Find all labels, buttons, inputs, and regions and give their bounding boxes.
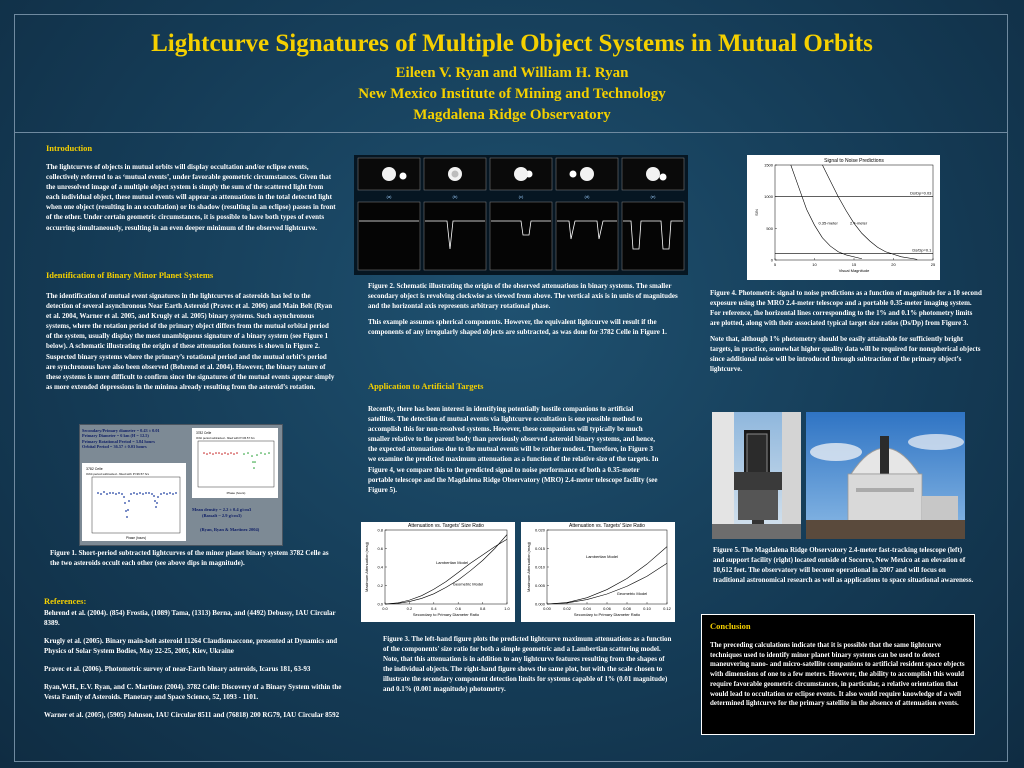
figure1-caption: Figure 1. Short-period subtracted lightcurves of the minor planet binary system 3782 Celle as the two asteroids occult each other (see above dips in magnitude). — [50, 549, 329, 567]
y-tick-label: 1000 — [764, 194, 773, 200]
reference-item: Ryan,W.H., E.V. Ryan, and C. Martinez (2004). 3782 Celle: Discovery of a Binary System within the Vesta Family of Asteroids. Planetary and Space Science, 52, 1093 - 1101. — [44, 683, 342, 701]
identification-heading: Identification of Binary Minor Planet Systems — [46, 270, 214, 280]
references-heading: References: — [44, 596, 87, 606]
figure3-caption: Figure 3. The left-hand figure plots the predicted lightcurve maximum attenuations as a function of the components' size ratio for both a simple geometric and a Lambertian scattering model. Note, that this attenuation is in addition to any lightcurve features resulting from the shapes of the individual objects. The right-hand figure shows the same plot, but with the scale chosen to illustrate the secondary component detection limits for systems capable of 1% (0.01 magnitude) and 0.1% (0.001 magnitude) photometry. — [383, 635, 672, 693]
series-line — [385, 535, 507, 604]
fig1-right-sub: Orbit period subtracted - fitted with P=36.57 hrs — [196, 436, 255, 440]
x-tick-label: 0.2 — [406, 606, 413, 611]
x-axis-label: Visual Magnitude — [838, 268, 870, 273]
header-divider — [14, 132, 1008, 133]
y-tick-label: 0 — [770, 257, 773, 263]
fig2-panel-label: (e) — [650, 194, 656, 199]
x-tick-label: 1.0 — [504, 606, 510, 611]
affiliation-1: New Mexico Institute of Mining and Technology — [358, 86, 666, 102]
reference-item: Warner et al. (2005), (5905) Johnson, IAU Circular 8511 and (76818) 200 RG79, IAU Circular 8592 — [44, 711, 340, 719]
chart-frame — [385, 530, 507, 604]
x-tick-label: 25 — [930, 262, 936, 267]
x-tick-label: 0.4 — [431, 606, 437, 611]
annotation-ratio-003: Ds/Dp=0.03 — [910, 190, 932, 196]
annotation-24m: 2.4-meter — [850, 220, 868, 226]
y-tick-label: 0.020 — [534, 527, 545, 533]
y-tick-label: 0.4 — [377, 564, 383, 570]
figure3-left-svg — [361, 522, 515, 622]
fig2-curve-panel — [490, 202, 552, 270]
y-axis-label: Maximum Attenuation (mag) — [526, 541, 531, 593]
fig2-primary — [646, 167, 660, 181]
fig2-panel-label: (c) — [518, 194, 524, 199]
fig2-curve-panel — [424, 202, 486, 270]
identification-text: The identification of mutual event signatures in the lightcurves of asteroids has led to the detection of several asynchronous Near Earth Asteroid (Pravec et al. 2006) and Main Belt (Ryan et al. 2004, Warner et al. 2005, and Krugly et al. 2005) binary systems. Such asynchronous systems, where the rotation period of the primary object differs from the mutual orbital period of the system, usually display the most unambiguous signature of a binary system (see Figure 1 below). A schematic illustrating the origin of these attenuation features is shown in Figure 2. Suspected binary systems where the primary’s rotational period and the mutual orbit’s period are synchronous have also been observed (Behrend et al. 2004). However, the binary nature of these systems is more difficult to confirm since the signatures of the mutual events appear simply as more extended depressions in the minima already resulting from the asteroid’s rotation. — [46, 292, 335, 391]
chart-title: Attenuation vs. Targets' Size Ratio — [569, 523, 645, 529]
fig2-primary — [514, 167, 528, 181]
fig1-left-label: 3782 Celle — [86, 467, 103, 471]
x-tick-label: 0.10 — [643, 606, 651, 611]
annotation-035m: 0.35-meter — [818, 220, 838, 226]
reference-item: Pravec et al. (2006). Photometric survey of near-Earth binary asteroids, Icarus 181, 63-93 — [44, 665, 311, 673]
x-tick-label: 0.02 — [563, 606, 571, 611]
x-tick-label: 15 — [851, 262, 857, 267]
figure1-lightcurve-right — [192, 428, 278, 498]
y-axis-label: S/N — [754, 209, 759, 216]
x-tick-label: 0.12 — [663, 606, 671, 611]
annotation-lambertian: Lambertian Model — [585, 553, 619, 559]
fig2-primary — [580, 167, 594, 181]
observatory-photo — [806, 412, 965, 539]
x-axis-label: Secondary to Primary Diameter Ratio — [573, 612, 641, 617]
figure4-caption: Figure 4. Photometric signal to noise predictions as a function of magnitude for a 10 second exposure using the MRO 2.4-meter telescope and a portable 0.35-meter imaging system. For reference, the horizontal lines corresponding to the 1% and 0.1% photometry limits are plotted, along with their associated typical target size ratios (Ds/Dp) from Figure 3. Note that, although 1% photometry should be easily attainable for sufficiently bright targets, in practice, somewhat higher quality data will be required for nonspherical objects since additional noise will be introduced through subtraction of the primary object’s lightcurve. — [710, 289, 982, 373]
affiliation-2: Magdalena Ridge Observatory — [413, 107, 611, 123]
figure5-caption: Figure 5. The Magdalena Ridge Observatory 2.4-meter fast-tracking telescope (left) and support facility (right) located outside of Socorro, New Mexico at an elevation of 10,612 feet. The observatory will become operational in 2007 and will focus on traditional astronomical research as well as applications to space situational awareness. — [713, 546, 974, 584]
x-tick-label: 20 — [891, 262, 896, 267]
figure1-panel — [79, 424, 283, 546]
fig2-primary — [382, 167, 396, 181]
figure3-right-svg — [521, 522, 675, 622]
x-tick-label: 0.00 — [543, 606, 551, 611]
conclusion-heading: Conclusion — [710, 621, 751, 631]
chart-title: Attenuation vs. Targets' Size Ratio — [408, 523, 484, 529]
fig2-secondary — [570, 171, 577, 178]
y-tick-label: 0.0 — [377, 601, 383, 607]
fig1-left-sub: Orbit period subtracted - fitted with P=36.57 hrs — [86, 472, 149, 476]
fig2-secondary — [452, 171, 459, 178]
y-tick-label: 500 — [766, 225, 773, 231]
chart-frame — [547, 530, 667, 604]
series-line — [822, 165, 917, 259]
figure4-chart — [747, 155, 940, 280]
x-tick-label: 10 — [812, 262, 817, 267]
annotation-ratio-01: Ds/Dp=0.1 — [912, 247, 932, 253]
series-line — [791, 165, 862, 259]
y-tick-label: 0.015 — [534, 546, 545, 551]
figure4-svg — [747, 155, 940, 280]
reference-item: Behrend et al. (2004). (854) Frostia, (1089) Tama, (1313) Berna, and (4492) Debussy, IAU Circular 8389. — [44, 609, 336, 627]
y-axis-label: Maximum Attenuation (mag) — [364, 541, 369, 593]
fig1-right-label: 3782 Celle — [196, 431, 212, 435]
y-tick-label: 0.6 — [377, 546, 383, 551]
fig2-curve-panel — [556, 202, 618, 270]
intro-text: The lightcurves of objects in mutual orbits will display occultation and/or eclipse events, collectively referred to as ‘mutual events’, under favorable geometric circumstances. Given that the unresolved image of a multiple object system is simply the sum of the scattered light from each individual object, these mutual events will appear as attenuations in the total detected light when one object (resulting in an occultation) or its shadow (resulting in an eclipse) passes in front of the other. Under certain geometric circumstances, it is possible to have both types of events occurring simultaneously, resulting in an even deeper minimum of the observed lightcurve. — [46, 163, 336, 232]
figure1-stats: Secondary/Primary diameter = 0.43 ± 0.01 Primary Diameter = 6 km (H = 12.5) Primary Rotational Period = 3.84 hours Orbital Period = 36.57 ± 0.03 hours — [82, 428, 160, 450]
fig1-right-xlabel: Phase (hours) — [226, 491, 246, 495]
figure3-left-chart — [361, 522, 515, 622]
fig2-secondary — [400, 173, 407, 180]
y-tick-label: 0.010 — [534, 564, 545, 570]
chart-title: Signal to Noise Predictions — [824, 158, 884, 164]
y-tick-label: 0.005 — [534, 583, 545, 588]
annotation-geometric: Geometric Model — [616, 590, 648, 596]
annotation-lambertian: Lambertian Model — [436, 560, 469, 566]
poster-title: Lightcurve Signatures of Multiple Object Systems in Mutual Orbits — [151, 30, 873, 57]
x-tick-label: 0.08 — [623, 606, 631, 611]
x-tick-label: 5 — [773, 262, 777, 267]
telescope-photo — [712, 412, 801, 539]
series-line — [385, 539, 507, 604]
intro-heading: Introduction — [46, 143, 93, 153]
x-tick-label: 0.6 — [455, 606, 461, 611]
annotation-geometric: Geometric Model — [452, 581, 484, 587]
fig1-left-xlabel: Phase (hours) — [125, 536, 147, 540]
x-tick-label: 0.04 — [583, 606, 591, 611]
references-list — [44, 608, 346, 728]
y-tick-label: 1500 — [764, 162, 773, 168]
conclusion-text: The preceding calculations indicate that it is possible that the same lightcurve techniques used to identify minor planet binary systems can be used to detect maneuvering nano- and micro-satellite companions to artificial resident space objects with dimensions of one to a few meters. However, the ability to accomplish this would require favorable geometric circumstances, in particular, a relative orientation that would lead to occultation or eclipse events. It also would require knowledge of a well determined lightcurve for the primary satellite in the absence of attenuation events. — [710, 641, 965, 708]
y-tick-label: 0.000 — [534, 601, 545, 607]
figure2-schematic — [354, 155, 688, 275]
fig2-curve-panel — [622, 202, 684, 270]
fig2-curve-panel — [358, 202, 420, 270]
figure2-svg — [354, 155, 688, 275]
authors: Eileen V. Ryan and William H. Ryan — [395, 65, 629, 81]
fig2-secondary — [660, 174, 667, 181]
series-line — [547, 563, 667, 604]
application-text: Recently, there has been interest in identifying potentially hostile companions to artificial satellites. The detection of mutual events via lightcurve occultation is one possible method to accomplish this for non-resolved systems. However, these companions will typically be much smaller relative to the parent body than previously observed asteroid binary systems, and hence, the expected attenuations due to the mutual events will be rather modest. Therefore, in Figure 3 we examine the predicted maximum attenuation as a function of the relative size of the targets. In Figure 4, we compare this to the predicted signal to noise performance of both a 0.35-meter portable telescope and the Magdalena Ridge Observatory (MRO) 2.4-meter telescope facility (see Figure 5). — [368, 405, 659, 494]
y-tick-label: 0.8 — [377, 527, 383, 533]
chart-frame — [775, 165, 933, 260]
y-tick-label: 0.2 — [377, 583, 383, 588]
figure3-right-chart — [521, 522, 675, 622]
application-heading: Application to Artificial Targets — [368, 381, 484, 391]
fig2-panel-label: (d) — [584, 194, 590, 199]
fig2-panel-label: (b) — [452, 194, 458, 199]
x-tick-label: 0.8 — [479, 606, 486, 611]
x-tick-label: 0.0 — [382, 606, 388, 611]
x-axis-label: Secondary to Primary Diameter Ratio — [412, 612, 480, 617]
conclusion-box — [701, 614, 975, 735]
figure1-lightcurve-left — [82, 463, 186, 541]
figure2-caption: Figure 2. Schematic illustrating the origin of the observed attenuations in binary systems. The smaller secondary object is revolving clockwise as viewed from above. The vertical axis is in units of magnitudes and the horizontal axis represents arbitrary rotational phase. This example assumes spherical components. However, the equivalent lightcurve will result if the components of any irregularly shaped objects are subtracted, as was done for 3782 Celle in Figure 1. — [368, 282, 678, 336]
figure1-density: Mean density = 2.2 ± 0.4 g/cm3 (Bassalt ~ 2.9 g/cm3) (Ryan, Ryan & Martinez 2004) — [192, 507, 260, 532]
fig2-panel-label: (a) — [386, 194, 392, 199]
x-tick-label: 0.06 — [603, 606, 611, 611]
reference-item: Krugly et al. (2005). Binary main-belt asteroid 11264 Claudiomaccone, presented at Dynamics and Physics of Solar System Bodies, May 22-25, 2005, Kiev, Ukraine — [44, 637, 338, 655]
